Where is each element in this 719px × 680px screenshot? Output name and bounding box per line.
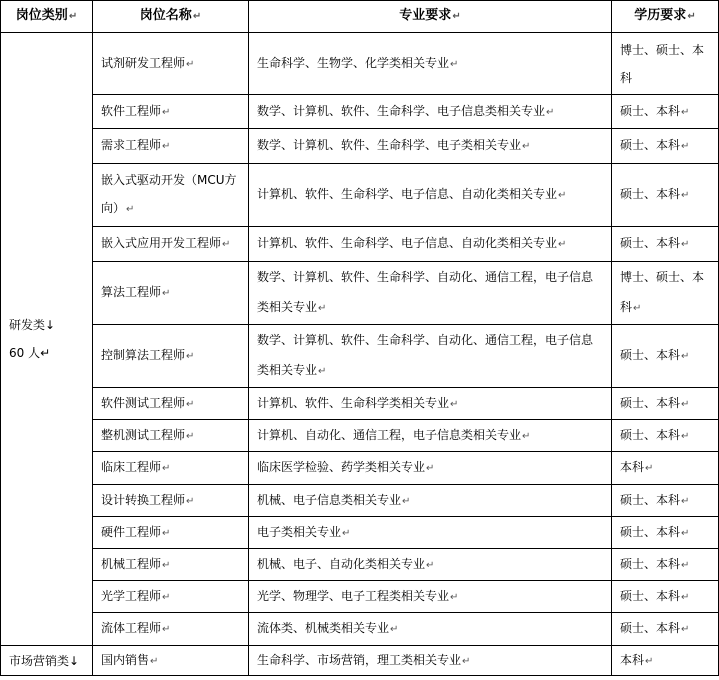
position-cell: [93, 33, 249, 95]
paragraph-mark: ↵: [681, 239, 690, 250]
table-row: [1, 388, 719, 420]
table-row: [1, 485, 719, 517]
major-cell: [249, 549, 612, 581]
major-cell: [249, 164, 612, 227]
paragraph-mark: ↵: [681, 624, 690, 635]
position-cell: [93, 485, 249, 517]
paragraph-mark: ↵: [162, 527, 171, 539]
paragraph-mark: ↵: [426, 559, 435, 571]
table-row: [1, 325, 719, 388]
position-cell: [93, 262, 249, 325]
table-row: [1, 452, 719, 485]
degree-cell: [612, 129, 719, 164]
paragraph-mark: ↵: [681, 190, 690, 201]
major-text: 数学、计算机、软件、生命科学、电子类相关专业: [257, 138, 522, 152]
degree-cell: [612, 613, 719, 646]
header-category: [1, 1, 93, 33]
position-cell: [93, 420, 249, 452]
header-position-text: 岗位名称: [139, 8, 192, 23]
paragraph-mark: ↵: [186, 495, 195, 507]
position-text: 嵌入式驱动开发（MCU方向）: [101, 173, 237, 215]
paragraph-mark: ↵: [162, 288, 171, 299]
major-cell: [249, 33, 612, 95]
degree-cell: [612, 420, 719, 452]
position-cell: [93, 646, 249, 676]
major-cell: [249, 581, 612, 613]
table-row: [1, 129, 719, 164]
position-cell: [93, 549, 249, 581]
table-row: [1, 420, 719, 452]
position-text: 硬件工程师: [101, 524, 162, 539]
paragraph-mark: ↵: [186, 430, 195, 442]
position-text: 嵌入式应用开发工程师: [101, 236, 222, 250]
position-text: 国内销售: [101, 652, 150, 667]
category-rd: [1, 33, 93, 646]
paragraph-mark: ↵: [162, 591, 171, 603]
paragraph-mark: ↵: [558, 190, 567, 201]
paragraph-mark: ↵: [462, 655, 471, 667]
paragraph-mark: ↵: [162, 624, 171, 635]
paragraph-mark: ↵: [126, 204, 135, 215]
header-category-text: 岗位类别: [15, 8, 68, 23]
position-text: 软件工程师: [101, 103, 162, 118]
position-text: 软件测试工程师: [101, 395, 186, 410]
paragraph-mark: ↵: [342, 527, 351, 539]
header-major: [249, 1, 612, 33]
degree-cell: [612, 581, 719, 613]
major-text: 数学、计算机、软件、生命科学、电子信息类相关专业: [257, 103, 546, 118]
header-position: [93, 1, 249, 33]
table-row: [1, 95, 719, 129]
position-text: 控制算法工程师: [101, 348, 186, 362]
degree-text: 硕士、本科: [620, 524, 681, 539]
position-text: 算法工程师: [101, 285, 162, 299]
major-text: 生命科学、生物学、化学类相关专业: [257, 55, 450, 70]
position-cell: [93, 227, 249, 262]
major-cell: [249, 262, 612, 325]
degree-text: 博士、硕士、本科: [620, 270, 705, 314]
paragraph-mark: ↵: [687, 11, 696, 22]
degree-text: 本科: [620, 652, 645, 667]
degree-text: 博士、硕士、本科: [620, 42, 705, 85]
paragraph-mark: ↵: [162, 141, 171, 152]
position-cell: [93, 164, 249, 227]
paragraph-mark: ↵: [522, 430, 531, 442]
major-text: 计算机、软件、生命科学、电子信息、自动化类相关专业: [257, 187, 558, 201]
major-cell: [249, 95, 612, 129]
paragraph-mark: ↵: [186, 58, 195, 70]
paragraph-mark: ↵: [681, 398, 690, 410]
major-cell: [249, 517, 612, 549]
major-text: 临床医学检验、药学类相关专业: [257, 460, 426, 474]
major-text: 计算机、软件、生命科学类相关专业: [257, 395, 450, 410]
position-cell: [93, 325, 249, 388]
paragraph-mark: ↵: [426, 463, 435, 474]
paragraph-mark: ↵: [162, 106, 171, 118]
position-text: 需求工程师: [101, 138, 162, 152]
major-cell: [249, 420, 612, 452]
major-text: 数学、计算机、软件、生命科学、自动化、通信工程，电子信息类相关专业: [257, 333, 594, 377]
degree-text: 硕士、本科: [620, 621, 681, 635]
paragraph-mark: ↵: [186, 351, 195, 362]
degree-text: 硕士、本科: [620, 492, 681, 507]
position-cell: [93, 95, 249, 129]
paragraph-mark: ↵: [192, 11, 202, 22]
degree-text: 硕士、本科: [620, 427, 681, 442]
paragraph-mark: ↵: [450, 398, 459, 410]
degree-text: 硕士、本科: [620, 556, 681, 571]
major-text: 数学、计算机、软件、生命科学、自动化、通信工程，电子信息类相关专业: [257, 270, 594, 314]
degree-cell: [612, 485, 719, 517]
header-row: [1, 1, 719, 33]
degree-text: 硕士、本科: [620, 395, 681, 410]
major-text: 计算机、软件、生命科学、电子信息、自动化类相关专业: [257, 236, 558, 250]
paragraph-mark: ↵: [522, 141, 531, 152]
position-cell: [93, 452, 249, 485]
paragraph-mark: ↵: [452, 11, 461, 22]
major-text: 计算机、自动化、通信工程，电子信息类相关专业: [257, 427, 522, 442]
paragraph-mark: ↵: [681, 351, 690, 362]
paragraph-mark: ↵: [681, 495, 690, 507]
table-row: [1, 33, 719, 95]
category-marketing: [1, 646, 93, 676]
major-text: 光学、物理学、电子工程类相关专业: [257, 588, 450, 603]
paragraph-mark: ↵: [633, 303, 642, 314]
header-degree: [612, 1, 719, 33]
major-cell: [249, 388, 612, 420]
paragraph-mark: ↵: [681, 591, 690, 603]
position-cell: [93, 129, 249, 164]
major-text: 机械、电子信息类相关专业: [257, 492, 402, 507]
paragraph-mark: ↵: [318, 366, 327, 377]
degree-cell: [612, 164, 719, 227]
paragraph-mark: ↵: [681, 106, 690, 118]
degree-cell: [612, 549, 719, 581]
paragraph-mark: ↵: [450, 58, 459, 70]
header-degree-text: 学历要求: [634, 8, 687, 23]
degree-cell: [612, 452, 719, 485]
table-row: [1, 613, 719, 646]
major-text: 流体类、机械类相关专业: [257, 621, 390, 635]
degree-cell: [612, 517, 719, 549]
degree-text: 硕士、本科: [620, 588, 681, 603]
table-row: [1, 646, 719, 676]
degree-cell: [612, 325, 719, 388]
header-major-text: 专业要求: [399, 8, 452, 23]
paragraph-mark: ↵: [402, 495, 411, 507]
position-text: 临床工程师: [101, 460, 162, 474]
category-rd-label: 研发类↓: [9, 318, 56, 332]
paragraph-mark: ↵: [450, 591, 459, 603]
degree-cell: [612, 262, 719, 325]
position-cell: [93, 613, 249, 646]
paragraph-mark: ↵: [222, 239, 231, 250]
paragraph-mark: ↵: [645, 463, 654, 474]
degree-text: 硕士、本科: [620, 236, 681, 250]
position-cell: [93, 517, 249, 549]
paragraph-mark: ↵: [162, 463, 171, 474]
position-text: 设计转换工程师: [101, 492, 186, 507]
degree-cell: [612, 33, 719, 95]
paragraph-mark: ↵: [546, 106, 555, 118]
degree-text: 硕士、本科: [620, 348, 681, 362]
paragraph-mark: ↵: [318, 303, 327, 314]
paragraph-mark: ↵: [681, 527, 690, 539]
table-body: [1, 33, 719, 676]
degree-cell: [612, 227, 719, 262]
major-cell: [249, 613, 612, 646]
degree-cell: [612, 388, 719, 420]
position-text: 试剂研发工程师: [101, 55, 186, 70]
table-row: [1, 517, 719, 549]
table-row: [1, 164, 719, 227]
degree-text: 硕士、本科: [620, 187, 681, 201]
major-cell: [249, 325, 612, 388]
paragraph-mark: ↵: [681, 559, 690, 571]
position-cell: [93, 388, 249, 420]
degree-cell: [612, 95, 719, 129]
degree-text: 硕士、本科: [620, 103, 681, 118]
paragraph-mark: ↵: [681, 141, 690, 152]
major-text: 生命科学、市场营销，理工类相关专业: [257, 652, 462, 667]
table-header: [1, 1, 719, 33]
degree-cell: [612, 646, 719, 676]
paragraph-mark: ↵: [150, 655, 159, 667]
position-text: 光学工程师: [101, 588, 162, 603]
major-cell: [249, 485, 612, 517]
paragraph-mark: ↵: [390, 624, 399, 635]
position-text: 流体工程师: [101, 621, 162, 635]
major-text: 机械、电子、自动化类相关专业: [257, 556, 426, 571]
major-cell: [249, 646, 612, 676]
major-cell: [249, 129, 612, 164]
position-text: 整机测试工程师: [101, 427, 186, 442]
major-text: 电子类相关专业: [257, 524, 342, 539]
major-cell: [249, 227, 612, 262]
category-marketing-label: 市场营销类↓: [9, 653, 80, 668]
paragraph-mark: ↵: [68, 11, 78, 22]
position-cell: [93, 581, 249, 613]
major-cell: [249, 452, 612, 485]
table-row: [1, 549, 719, 581]
degree-text: 本科: [620, 460, 645, 474]
table-row: [1, 227, 719, 262]
paragraph-mark: ↵: [186, 398, 195, 410]
table-row: [1, 262, 719, 325]
paragraph-mark: ↵: [162, 559, 171, 571]
paragraph-mark: ↵: [681, 430, 690, 442]
category-rd-count: 60 人↵: [9, 346, 51, 360]
table-row: [1, 581, 719, 613]
position-text: 机械工程师: [101, 556, 162, 571]
degree-text: 硕士、本科: [620, 138, 681, 152]
paragraph-mark: ↵: [558, 239, 567, 250]
paragraph-mark: ↵: [645, 655, 654, 667]
